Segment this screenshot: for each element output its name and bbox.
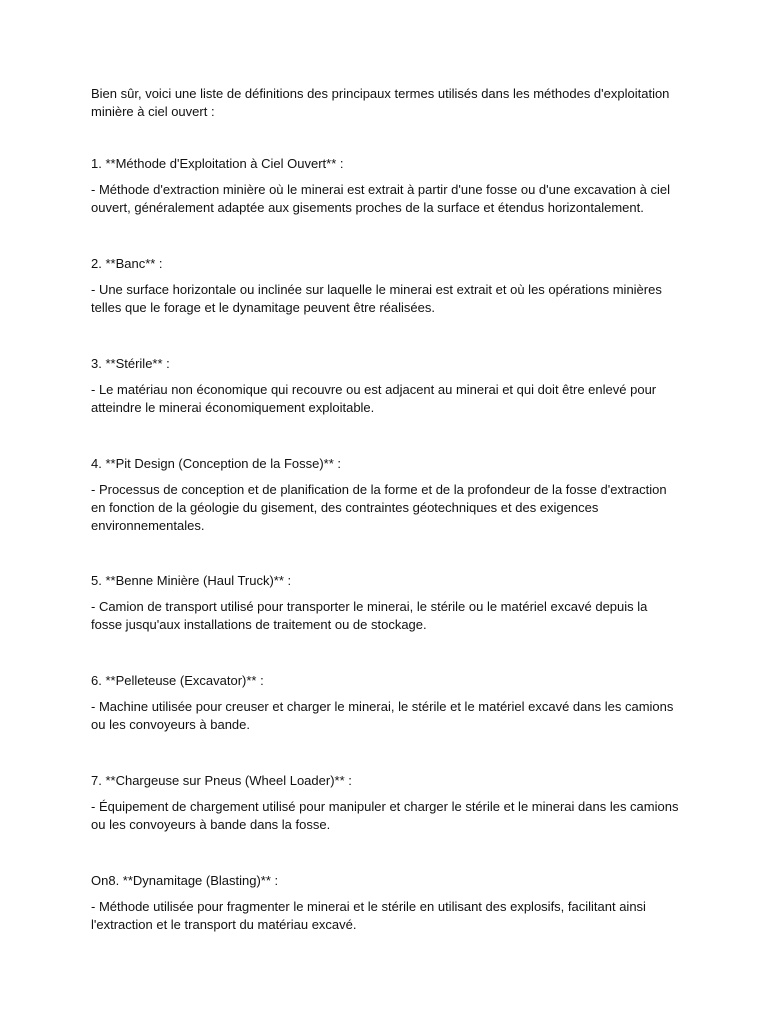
definition-item bbox=[91, 772, 681, 872]
definition-heading: 1. **Méthode d'Exploitation à Ciel Ouvert** : bbox=[91, 156, 344, 171]
definition-text: - Méthode d'extraction minière où le minerai est extrait à partir d'une fosse ou d'une excavation à ciel ouvert, généralement adaptée aux gisements proches de la surface et étendus horizontalement. bbox=[91, 182, 671, 215]
document-page bbox=[91, 85, 681, 972]
definition-text: - Une surface horizontale ou inclinée sur laquelle le minerai est extrait et où les opérations minières telles que le forage et le dynamitage peuvent être réalisées. bbox=[91, 282, 662, 315]
definition-item bbox=[91, 872, 681, 972]
definition-item bbox=[91, 355, 681, 455]
definition-heading: 6. **Pelleteuse (Excavator)** : bbox=[91, 673, 264, 688]
definition-text: - Équipement de chargement utilisé pour manipuler et charger le stérile et le minerai dans les camions ou les convoyeurs à bande dans la fosse. bbox=[91, 799, 679, 832]
definition-text: - Le matériau non économique qui recouvre ou est adjacent au minerai et qui doit être enlevé pour atteindre le minerai économiquement exploitable. bbox=[91, 382, 657, 415]
definition-text: - Camion de transport utilisé pour transporter le minerai, le stérile ou le matériel excavé depuis la fosse jusqu'aux installations de traitement ou de stockage. bbox=[91, 599, 648, 632]
definition-heading: 3. **Stérile** : bbox=[91, 356, 170, 371]
definition-list bbox=[91, 155, 681, 972]
definition-heading: 5. **Benne Minière (Haul Truck)** : bbox=[91, 573, 292, 588]
definition-heading: On8. **Dynamitage (Blasting)** : bbox=[91, 873, 279, 888]
definition-text: - Processus de conception et de planification de la forme et de la profondeur de la fosse d'extraction en fonction de la géologie du gisement, des contraintes géotechniques et des exigences environnementales. bbox=[91, 482, 667, 533]
intro-paragraph: Bien sûr, voici une liste de définitions des principaux termes utilisés dans les méthodes d'exploitation minière à ciel ouvert : bbox=[91, 86, 670, 119]
definition-heading: 2. **Banc** : bbox=[91, 256, 163, 271]
definition-item bbox=[91, 255, 681, 355]
definition-heading: 4. **Pit Design (Conception de la Fosse)** : bbox=[91, 456, 342, 471]
definition-text: - Méthode utilisée pour fragmenter le minerai et le stérile en utilisant des explosifs, facilitant ainsi l'extraction et le transport du matériau excavé. bbox=[91, 899, 646, 932]
definition-item bbox=[91, 155, 681, 255]
definition-item bbox=[91, 455, 681, 572]
definition-heading: 7. **Chargeuse sur Pneus (Wheel Loader)** : bbox=[91, 773, 352, 788]
definition-item bbox=[91, 672, 681, 772]
definition-text: - Machine utilisée pour creuser et charger le minerai, le stérile et le matériel excavé dans les camions ou les convoyeurs à bande. bbox=[91, 699, 674, 732]
definition-item bbox=[91, 572, 681, 672]
